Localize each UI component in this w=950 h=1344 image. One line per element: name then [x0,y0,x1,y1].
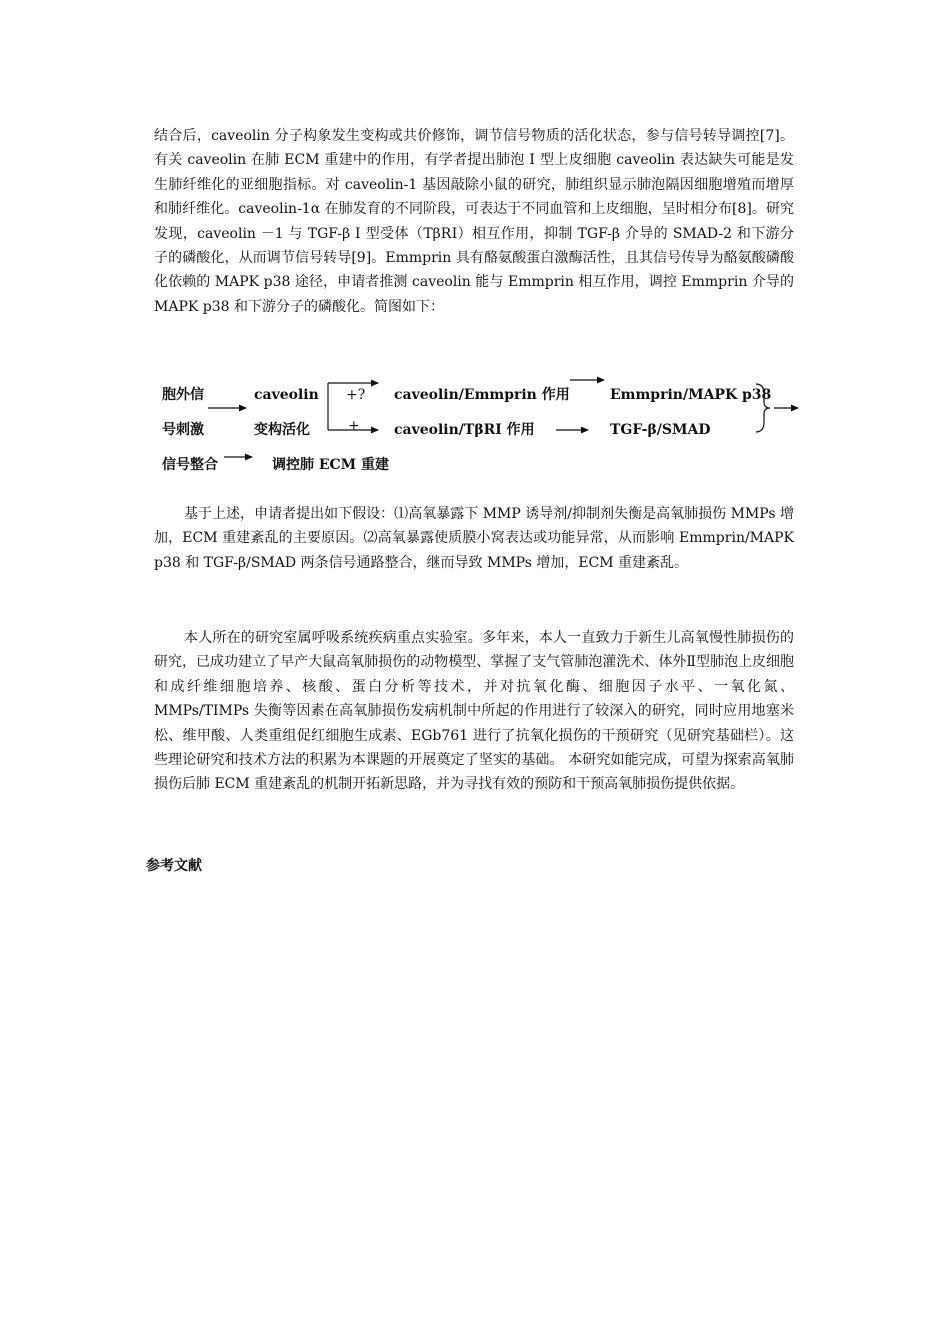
diagram-mark-lower: + [348,418,360,434]
diagram-mark-upper: +? [346,387,366,403]
signaling-pathway-diagram [150,372,810,482]
diagram-lower-pathway: TGF-β/SMAD [610,422,711,438]
diagram-caveolin-activation: 变构活化 [254,422,310,438]
diagram-upper-pathway: Emmprin/MAPK p38 [610,387,772,403]
diagram-integration: 信号整合 [162,457,218,473]
diagram-caveolin: caveolin [254,387,319,403]
paragraph-research-foundation: 本人所在的研究室属呼吸系统疾病重点实验室。多年来，本人一直致力于新生儿高氧慢性肺损伤的研究，已成功建立了早产大鼠高氧肺损伤的动物模型、掌握了支气管肺泡灌洗术、体外Ⅱ型肺泡上皮细胞和成纤维细胞培养、核酸、蛋白分析等技术，并对抗氧化酶、细胞因子水平、一氧化氮、MMPs/TIMPs 失衡等因素在高氧肺损伤发病机制中所起的作用进行了较深入的研究，同时应用地塞米松、维甲酸、人类重组促红细胞生成素、EGb761 进行了抗氧化损伤的干预研究（见研究基础栏）。这些理论研究和技术方法的积累为本课题的开展奠定了坚实的基础。 本研究如能完成，可望为探索高氧肺损伤后肺 ECM 重建紊乱的机制开拓新思路，并为寻找有效的预防和干预高氧肺损伤提供依据。 [154,630,794,793]
diagram-stimulus-line1: 胞外信 [162,387,204,403]
references-heading: 参考文献 [146,858,202,874]
paragraph-hypothesis: 基于上述，申请者提出如下假设：⑴高氧暴露下 MMP 诱导剂/抑制剂失衡是高氧肺损伤 MMPs 增加，ECM 重建紊乱的主要原因。⑵高氧暴露使质膜小窝表达或功能异常，从而影响 Emmprin/MAPK p38 和 TGF-β/SMAD 两条信号通路整合，继而导致 MMPs 增加，ECM 重建紊乱。 [154,506,794,571]
paragraph-caveolin-background: 结合后，caveolin 分子构象发生变构或共价修饰，调节信号物质的活化状态，参与信号转导调控[7]。有关 caveolin 在肺 ECM 重建中的作用，有学者提出肺泡 Ⅰ 型上皮细胞 caveolin 表达缺失可能是发生肺纤维化的亚细胞指标。对 caveolin-1 基因敲除小鼠的研究，肺组织显示肺泡隔因细胞增殖而增厚和肺纤维化。caveolin-1α 在肺发育的不同阶段，可表达于不同血管和上皮细胞，呈时相分布[8]。研究发现，caveolin －1 与 TGF-β Ⅰ 型受体（TβRⅠ）相互作用，抑制 TGF-β 介导的 SMAD-2 和下游分子的磷酸化，从而调节信号转导[9]。Emmprin 具有酪氨酸蛋白激酶活性，且其信号传导为酪氨酸磷酸化依赖的 MAPK p38 途径，申请者推测 caveolin 能与 Emmprin 相互作用，调控 Emmprin 介导的 MAPK p38 和下游分子的磷酸化。简图如下： [154,128,794,315]
diagram-stimulus-line2: 号刺激 [162,422,204,438]
diagram-lower-interaction: caveolin/TβRⅠ 作用 [394,422,535,438]
diagram-outcome: 调控肺 ECM 重建 [272,457,390,473]
diagram-upper-interaction: caveolin/Emmprin 作用 [394,387,570,403]
